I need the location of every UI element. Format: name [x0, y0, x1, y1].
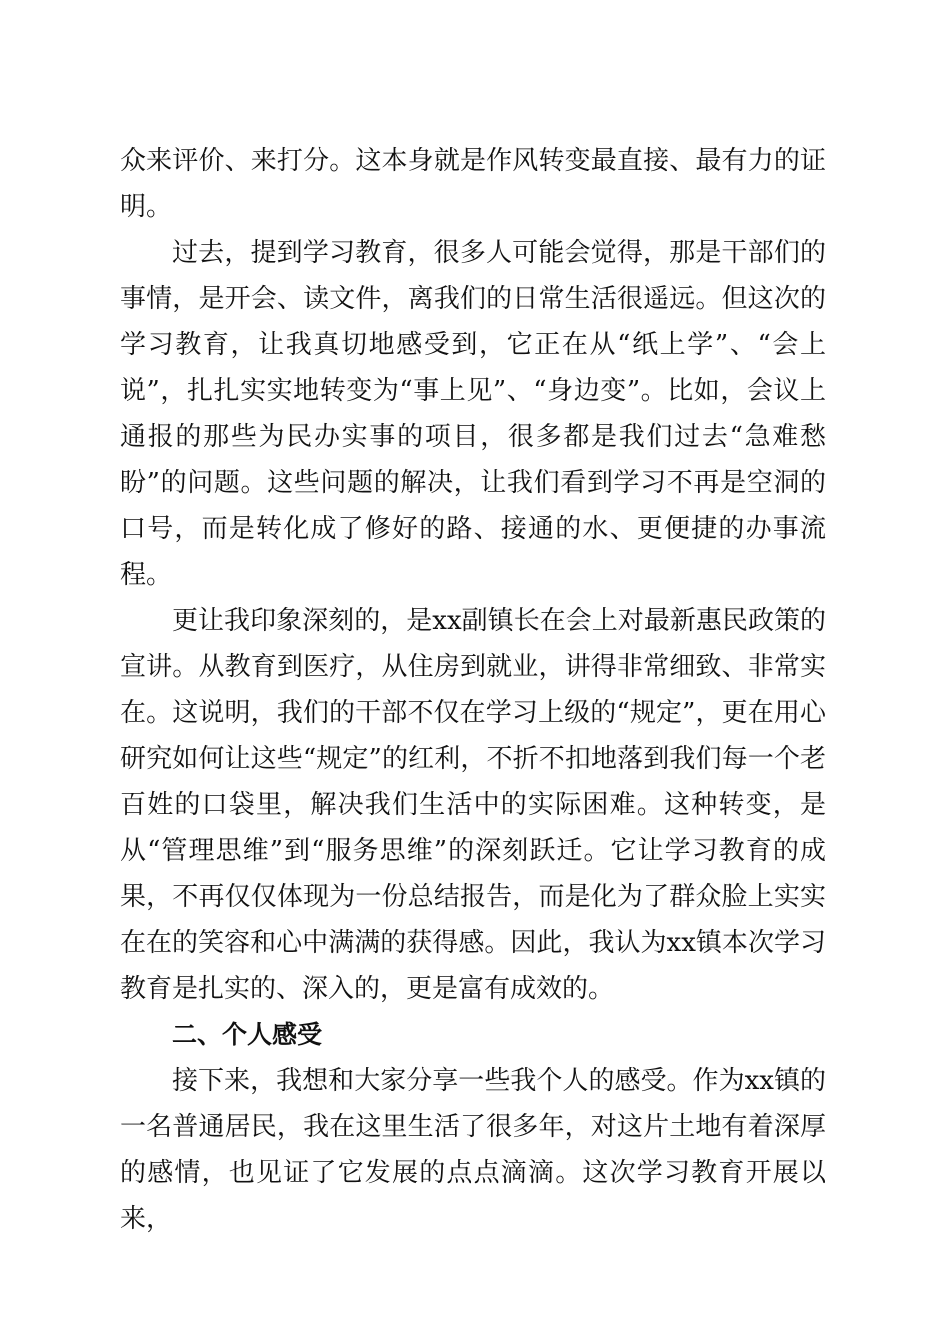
paragraph-continuation: 众来评价、来打分。这本身就是作风转变最直接、最有力的证明。	[120, 146, 826, 222]
paragraph-personal-feelings: 接下来，我想和大家分享一些我个人的感受。作为xx镇的一名普通居民，我在这里生活了很多年，对这片土地有着深厚的感情，也见证了它发展的点点滴滴。这次学习教育开展以来，	[120, 1066, 826, 1234]
document-body	[120, 138, 826, 1242]
paragraph-learning-education: 过去，提到学习教育，很多人可能会觉得，那是干部们的事情，是开会、读文件，离我们的日常生活很遥远。但这次的学习教育，让我真切地感受到，它正在从“纸上学”、“会上说”，扎扎实实地转变为“事上见”、“身边变”。比如，会议上通报的那些为民办实事的项目，很多都是我们过去“急难愁盼”的问题。这些问题的解决，让我们看到学习不再是空洞的口号，而是转化成了修好的路、接通的水、更便捷的办事流程。	[120, 238, 826, 590]
section-heading-personal-feelings: 二、个人感受	[172, 1020, 323, 1049]
paragraph-policy-briefing: 更让我印象深刻的，是xx副镇长在会上对最新惠民政策的宣讲。从教育到医疗，从住房到就业，讲得非常细致、非常实在。这说明，我们的干部不仅在学习上级的“规定”，更在用心研究如何让这些“规定”的红利，不折不扣地落到我们每一个老百姓的口袋里，解决我们生活中的实际困难。这种转变，是从“管理思维”到“服务思维”的深刻跃迁。它让学习教育的成果，不再仅仅体现为一份总结报告，而是化为了群众脸上实实在在的笑容和心中满满的获得感。因此，我认为xx镇本次学习教育是扎实的、深入的，更是富有成效的。	[120, 606, 826, 1004]
